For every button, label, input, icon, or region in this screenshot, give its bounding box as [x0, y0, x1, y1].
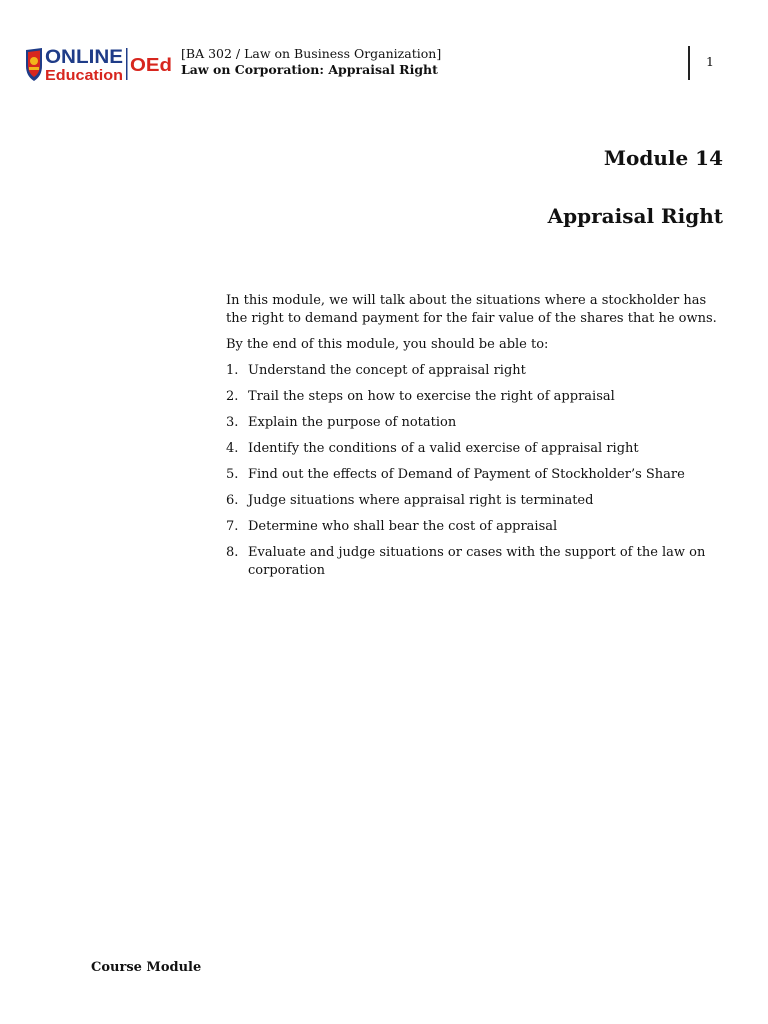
running-header — [181, 46, 441, 78]
objective-text: Trail the steps on how to exercise the right of appraisal — [248, 389, 615, 404]
objectives-list — [226, 362, 726, 580]
objectives-lead-in: By the end of this module, you should be able to: — [226, 337, 549, 352]
objective-item — [226, 440, 726, 458]
objective-text: Explain the purpose of notation — [248, 415, 457, 430]
objective-item — [226, 466, 726, 484]
objective-number: 8. — [226, 545, 239, 560]
objective-text: Understand the concept of appraisal right — [248, 363, 526, 378]
objective-text: Determine who shall bear the cost of appraisal — [248, 519, 558, 534]
objective-item — [226, 492, 726, 510]
objective-text: Find out the effects of Demand of Payment of Stockholder’s Share — [248, 467, 685, 482]
objective-item — [226, 544, 726, 580]
course-code-title: [BA 302 / Law on Business Organization] — [181, 46, 442, 61]
objective-number: 7. — [226, 519, 239, 534]
shield-crest-icon — [26, 48, 42, 81]
objective-item — [226, 388, 726, 406]
objective-number: 3. — [226, 415, 239, 430]
objective-item — [226, 414, 726, 432]
objective-text: Evaluate and judge situations or cases with the support of the law on corporation — [248, 545, 706, 578]
logo-word-education: Education — [45, 67, 124, 84]
logo-word-online: ONLINE — [45, 47, 123, 68]
objective-text: Identify the conditions of a valid exercise of appraisal right — [248, 441, 639, 456]
header-divider — [688, 46, 690, 80]
page-number: 1 — [706, 54, 714, 69]
footer-course-module: Course Module — [91, 960, 202, 975]
objective-number: 4. — [226, 441, 239, 456]
module-body — [226, 292, 726, 588]
module-title: Module 14 — [603, 146, 723, 170]
objective-item — [226, 362, 726, 380]
topic-title: Law on Corporation: Appraisal Right — [181, 62, 438, 77]
intro-paragraph: In this module, we will talk about the situations where a stockholder has the right to demand payment for the fair value of the shares that he owns. — [226, 293, 717, 326]
online-education-logo — [24, 44, 174, 86]
objective-number: 1. — [226, 363, 239, 378]
objective-number: 6. — [226, 493, 239, 508]
objective-number: 5. — [226, 467, 239, 482]
objective-item — [226, 518, 726, 536]
logo-word-oed: OEd — [130, 55, 172, 75]
objective-text: Judge situations where appraisal right is terminated — [248, 493, 594, 508]
objective-number: 2. — [226, 389, 239, 404]
module-subtitle: Appraisal Right — [547, 204, 723, 228]
